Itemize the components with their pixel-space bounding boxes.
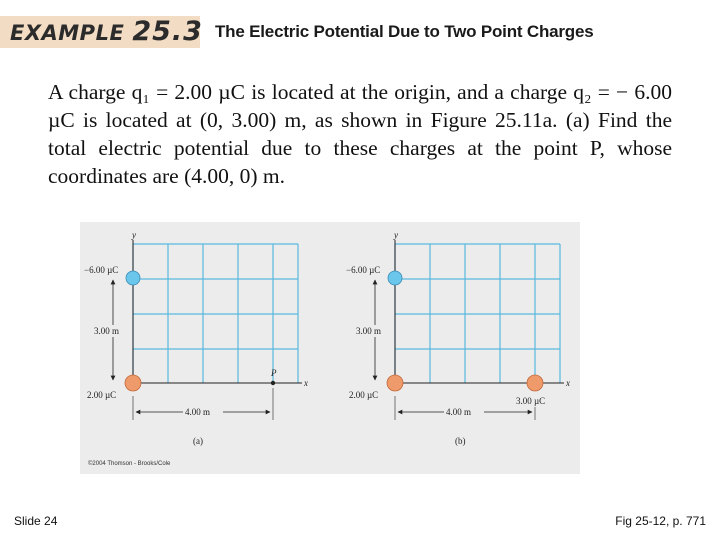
panel-a-vertical-dim-label: 3.00 m [94,326,120,336]
panel-b-q1-charge [387,375,403,391]
panel-b-y-axis-label: y [394,230,398,240]
panel-a-q1-label: 2.00 µC [87,390,117,400]
panel-a-q2-label: −6.00 µC [84,265,119,275]
panel-b-q3-label: 3.00 µC [516,396,546,406]
figure-copyright: ©2004 Thomson - Brooks/Cole [88,461,171,467]
panel-b-horizontal-dim-label: 4.00 m [446,407,472,417]
panel-b-q3-charge [527,375,543,391]
example-number: 25.3 [132,16,203,47]
problem-text: A charge q₁ = 2.00 µC is located at the origin, and a charge q₂ = − 6.00 µC is located at (0, 3.00) m, as shown in Figure 25.11a. (a) Find the total electric potential due to these charges at the point P, whose coordinates are (4.00, 0) m. [48,80,672,188]
slide-number: Slide 24 [14,514,58,528]
figure-background [80,222,580,474]
panel-a-q1-charge [125,375,141,391]
panel-a-horizontal-dim-label: 4.00 m [185,407,211,417]
example-word: EXAMPLE [10,21,125,45]
figure-svg [80,222,580,474]
panel-b-x-axis-label: x [566,378,570,388]
panel-a-point-p-label: P [271,368,277,378]
figure-reference: Fig 25-12, p. 771 [615,514,706,528]
panel-b-q1-label: 2.00 µC [349,390,379,400]
example-title: The Electric Potential Due to Two Point Charges [215,22,594,41]
panel-b-caption: (b) [455,436,466,446]
panel-a-x-axis-label: x [304,378,308,388]
panel-a-y-axis-label: y [132,230,136,240]
panel-a-q2-charge [126,271,140,285]
panel-a-point-p [271,381,275,385]
problem-statement [48,78,672,190]
panel-b-q2-label: −6.00 µC [346,265,381,275]
panel-b-q2-charge [388,271,402,285]
panel-a-caption: (a) [193,436,203,446]
figure [80,222,580,474]
panel-b-vertical-dim-label: 3.00 m [356,326,382,336]
example-label [10,16,203,51]
